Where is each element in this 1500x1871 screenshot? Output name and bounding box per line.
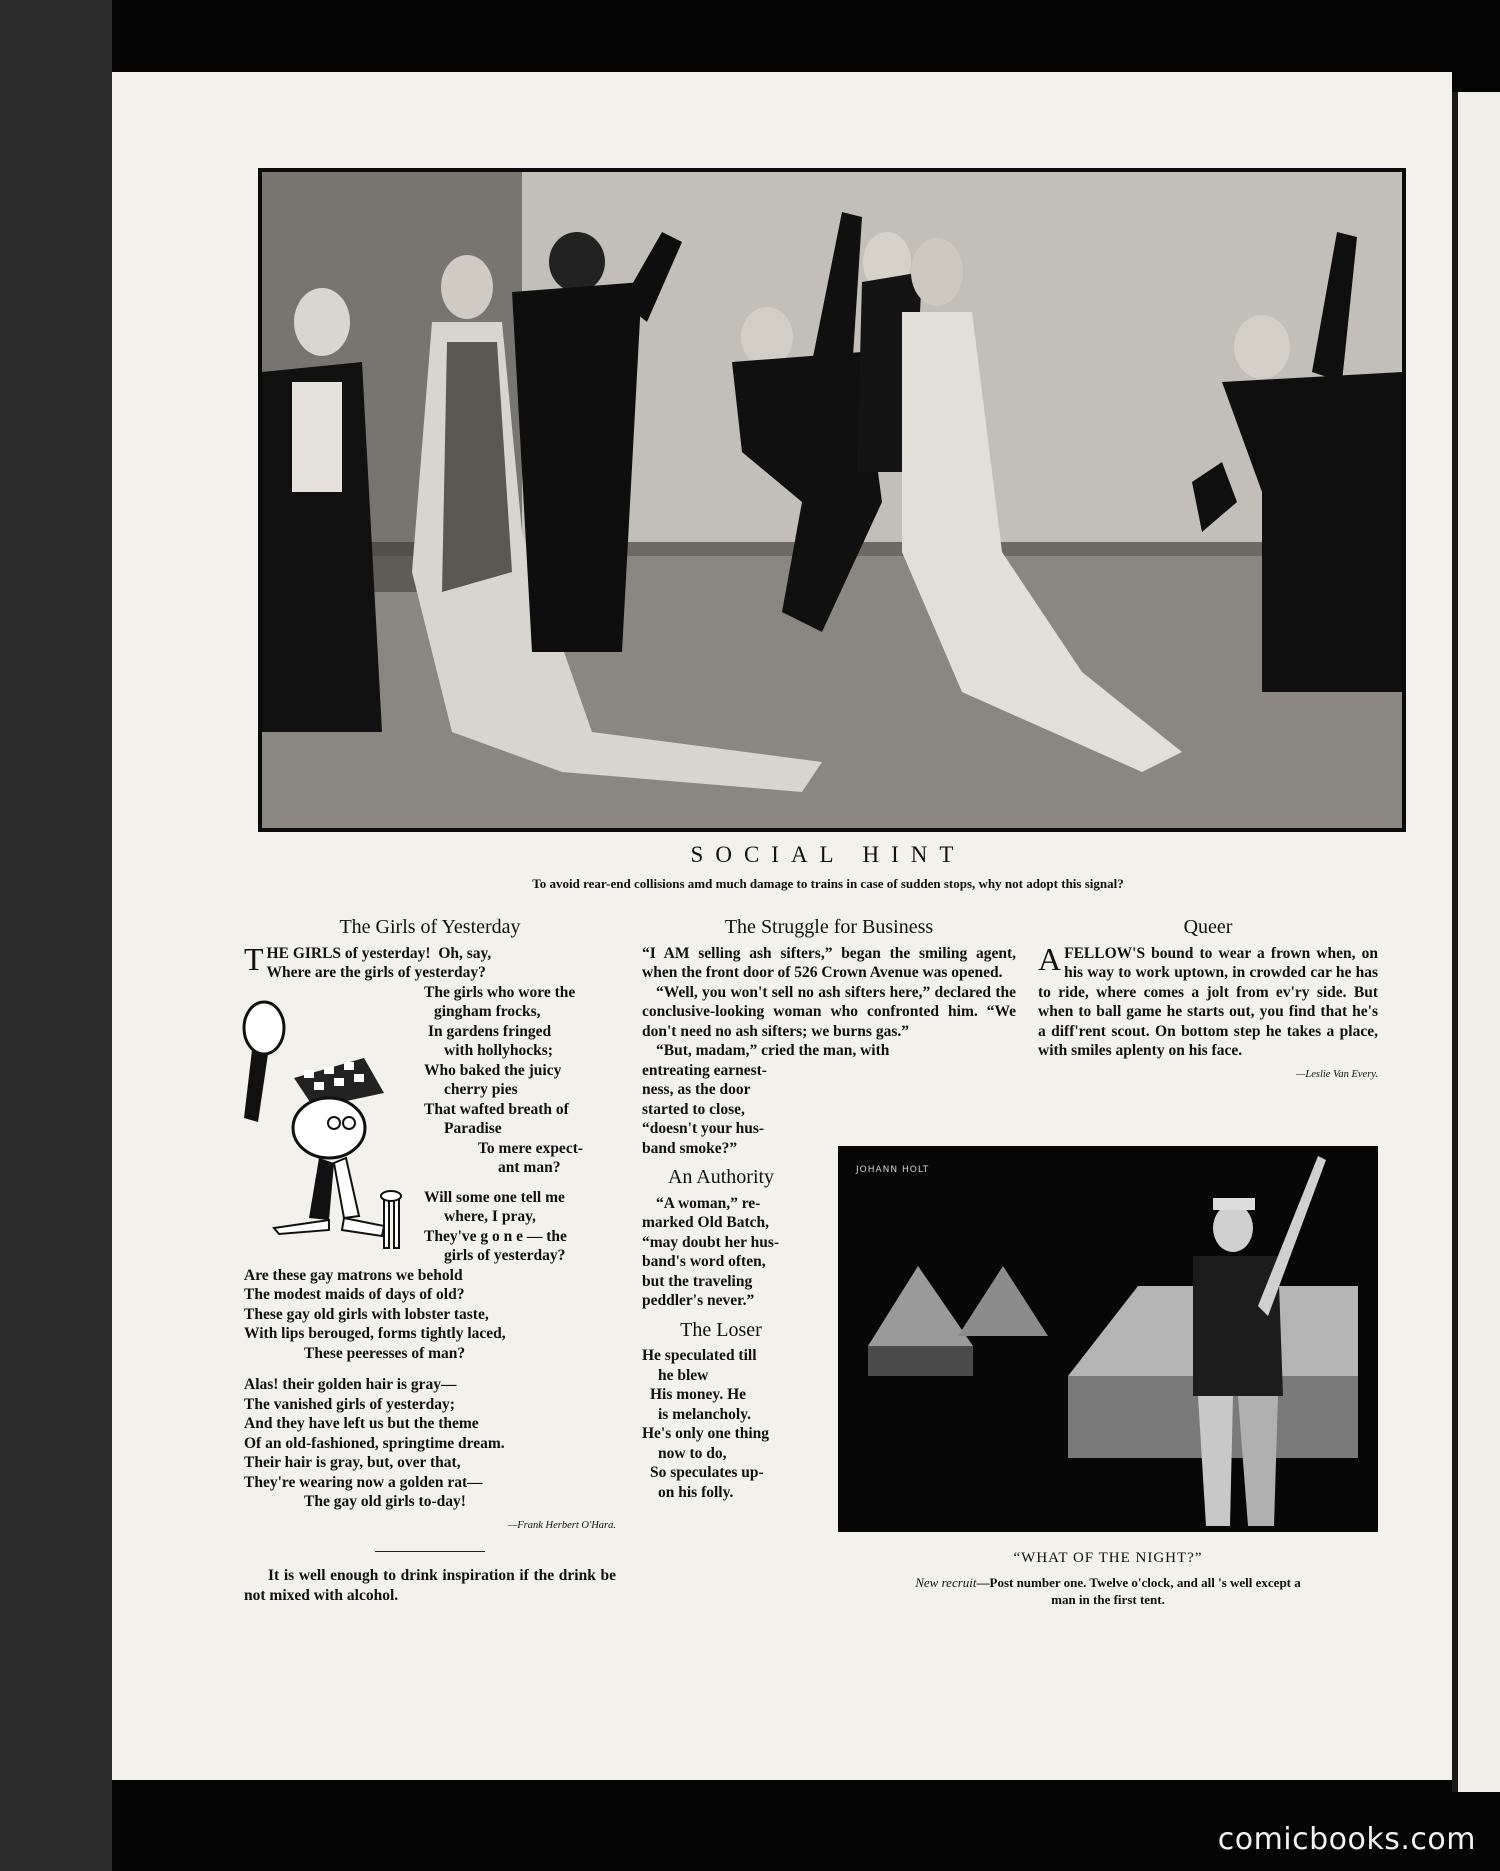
poem-stanza-2 xyxy=(244,1266,616,1364)
social-hint-illustration xyxy=(258,168,1406,832)
poem-line: That wafted breath of xyxy=(424,1100,569,1118)
poem-line: The vanished girls of yesterday; xyxy=(244,1395,455,1413)
what-of-the-night-illustration xyxy=(838,1146,1378,1532)
poem-line: Who baked the juicy xyxy=(424,1061,562,1079)
text-line: “doesn't your hus- xyxy=(642,1120,765,1137)
poem-line: With lips berouged, forms tightly laced, xyxy=(244,1325,506,1342)
poem-line: Alas! their golden hair is gray— xyxy=(244,1376,457,1393)
epigram: It is well enough to drink inspiration if the drink be not mixed with alcohol. xyxy=(244,1567,616,1604)
poem-line-1: HE GIRLS of yesterday! Oh, say, xyxy=(266,944,492,962)
poem-stanza-3 xyxy=(244,1375,616,1512)
poem-line: Will some one tell me xyxy=(424,1188,565,1206)
poem-line: The modest maids of days of old? xyxy=(244,1286,465,1303)
an-authority-section xyxy=(642,1168,800,1311)
poem-line: To mere expect- xyxy=(478,1139,584,1157)
poem-line-2: Where are the girls of yesterday? xyxy=(266,964,486,981)
queer-column xyxy=(1038,918,1378,1084)
text-line: but the traveling xyxy=(642,1272,753,1290)
struggle-paragraph-3a: “But, madam,” cried the man, with xyxy=(656,1042,890,1059)
poem-line: The gay old girls to-day! xyxy=(304,1493,466,1510)
struggle-paragraph-1: “I AM selling ash sifters,” began the smiling agent, when the front door of 526 Crown Avenue was opened. xyxy=(642,944,1016,981)
poem-line: gingham frocks, xyxy=(434,1003,541,1020)
text-line: band smoke?” xyxy=(642,1139,738,1157)
poem-line: These gay old girls with lobster taste, xyxy=(244,1305,489,1323)
poem-line: The girls who wore the xyxy=(424,983,576,1001)
night-line-2: man in the first tent. xyxy=(1051,1592,1165,1607)
poem-line: They're wearing now a golden rat— xyxy=(244,1473,483,1491)
poem-opening xyxy=(244,940,616,983)
text-line: He speculated till xyxy=(642,1347,757,1364)
the-loser-section xyxy=(642,1318,800,1503)
queer-heading: Queer xyxy=(1183,916,1233,938)
social-hint-subtitle: To avoid rear-end collisions amd much damage to trains in case of sudden stops, why not adopt this signal? xyxy=(532,876,1124,891)
queer-text: FELLOW'S bound to wear a frown when, on his way to work uptown, in crowded car he has to ride, where comes a jolt from ev'ry side. But when to ball game he starts out, you find that he's a diff'rent scout. On bottom step he takes a place, with smiles aplenty on his face. xyxy=(1038,944,1378,1059)
poem-line: Of an old-fashioned, springtime dream. xyxy=(244,1434,505,1452)
text-line: “may doubt her hus- xyxy=(642,1233,780,1251)
poem-line: ant man? xyxy=(498,1159,561,1176)
poem-line: cherry pies xyxy=(444,1081,518,1098)
text-line: He's only one thing xyxy=(642,1425,770,1442)
queer-signature: —Leslie Van Every. xyxy=(1296,1068,1378,1080)
poem-line: They've g o n e — the xyxy=(424,1227,567,1245)
cricket-boy-cartoon xyxy=(234,998,414,1260)
social-hint-title: SOCIAL HINT xyxy=(690,842,966,867)
text-line: now to do, xyxy=(658,1444,727,1462)
night-speaker: New recruit xyxy=(915,1575,977,1590)
night-caption-title: “WHAT OF THE NIGHT?” xyxy=(1013,1550,1203,1566)
text-line: marked Old Batch, xyxy=(642,1214,770,1231)
poem-line: In gardens fringed xyxy=(428,1022,552,1040)
text-line: peddler's never.” xyxy=(642,1292,755,1309)
dropcap-a: A xyxy=(1038,940,1062,977)
poem-line: Their hair is gray, but, over that, xyxy=(244,1454,461,1471)
text-line: started to close, xyxy=(642,1100,745,1118)
scan-left-edge xyxy=(0,0,112,1871)
text-line: “A woman,” re- xyxy=(656,1194,761,1212)
an-authority-heading: An Authority xyxy=(667,1166,775,1188)
queer-paragraph xyxy=(1038,940,1378,1061)
girls-of-yesterday-heading: The Girls of Yesterday xyxy=(339,916,521,938)
night-line-1: —Post number one. Twelve o'clock, and all 's well except a xyxy=(976,1575,1301,1590)
poem-signature: —Frank Herbert O'Hara. xyxy=(507,1519,616,1531)
poem-line: with hollyhocks; xyxy=(444,1042,553,1059)
text-line: he blew xyxy=(658,1366,709,1384)
text-line: on his folly. xyxy=(658,1483,734,1501)
text-line: So speculates up- xyxy=(650,1464,764,1481)
site-watermark: comicbooks.com xyxy=(1217,1822,1476,1857)
poem-line: Are these gay matrons we behold xyxy=(244,1266,463,1284)
poem-line: Paradise xyxy=(444,1120,502,1137)
the-loser-heading: The Loser xyxy=(680,1318,762,1341)
text-line: band's word often, xyxy=(642,1253,766,1270)
dropcap-t: T xyxy=(244,940,264,977)
poem-line: And they have left us but the theme xyxy=(244,1415,479,1432)
struggle-paragraph-3b xyxy=(642,1061,800,1159)
poem-line: where, I pray, xyxy=(444,1208,536,1225)
night-caption-subtitle xyxy=(838,1574,1378,1608)
poem-beside-cartoon xyxy=(424,983,616,1266)
next-page-edge xyxy=(1452,92,1500,1792)
text-line: His money. He xyxy=(650,1386,747,1403)
artist-signature: JOHANN HOLT xyxy=(856,1165,930,1175)
poem-line: girls of yesterday? xyxy=(444,1247,566,1264)
text-line: entreating earnest- xyxy=(642,1061,767,1079)
struggle-heading: The Struggle for Business xyxy=(724,916,934,938)
divider xyxy=(375,1551,485,1552)
text-line: is melancholy. xyxy=(658,1405,752,1423)
text-line: ness, as the door xyxy=(642,1081,751,1098)
poem-line: These peeresses of man? xyxy=(304,1344,466,1362)
struggle-paragraph-2: “Well, you won't sell no ash sifters here,” declared the conclusive-looking woman who confronted him. “We don't need no ash sifters; we burns gas.” xyxy=(642,983,1016,1040)
